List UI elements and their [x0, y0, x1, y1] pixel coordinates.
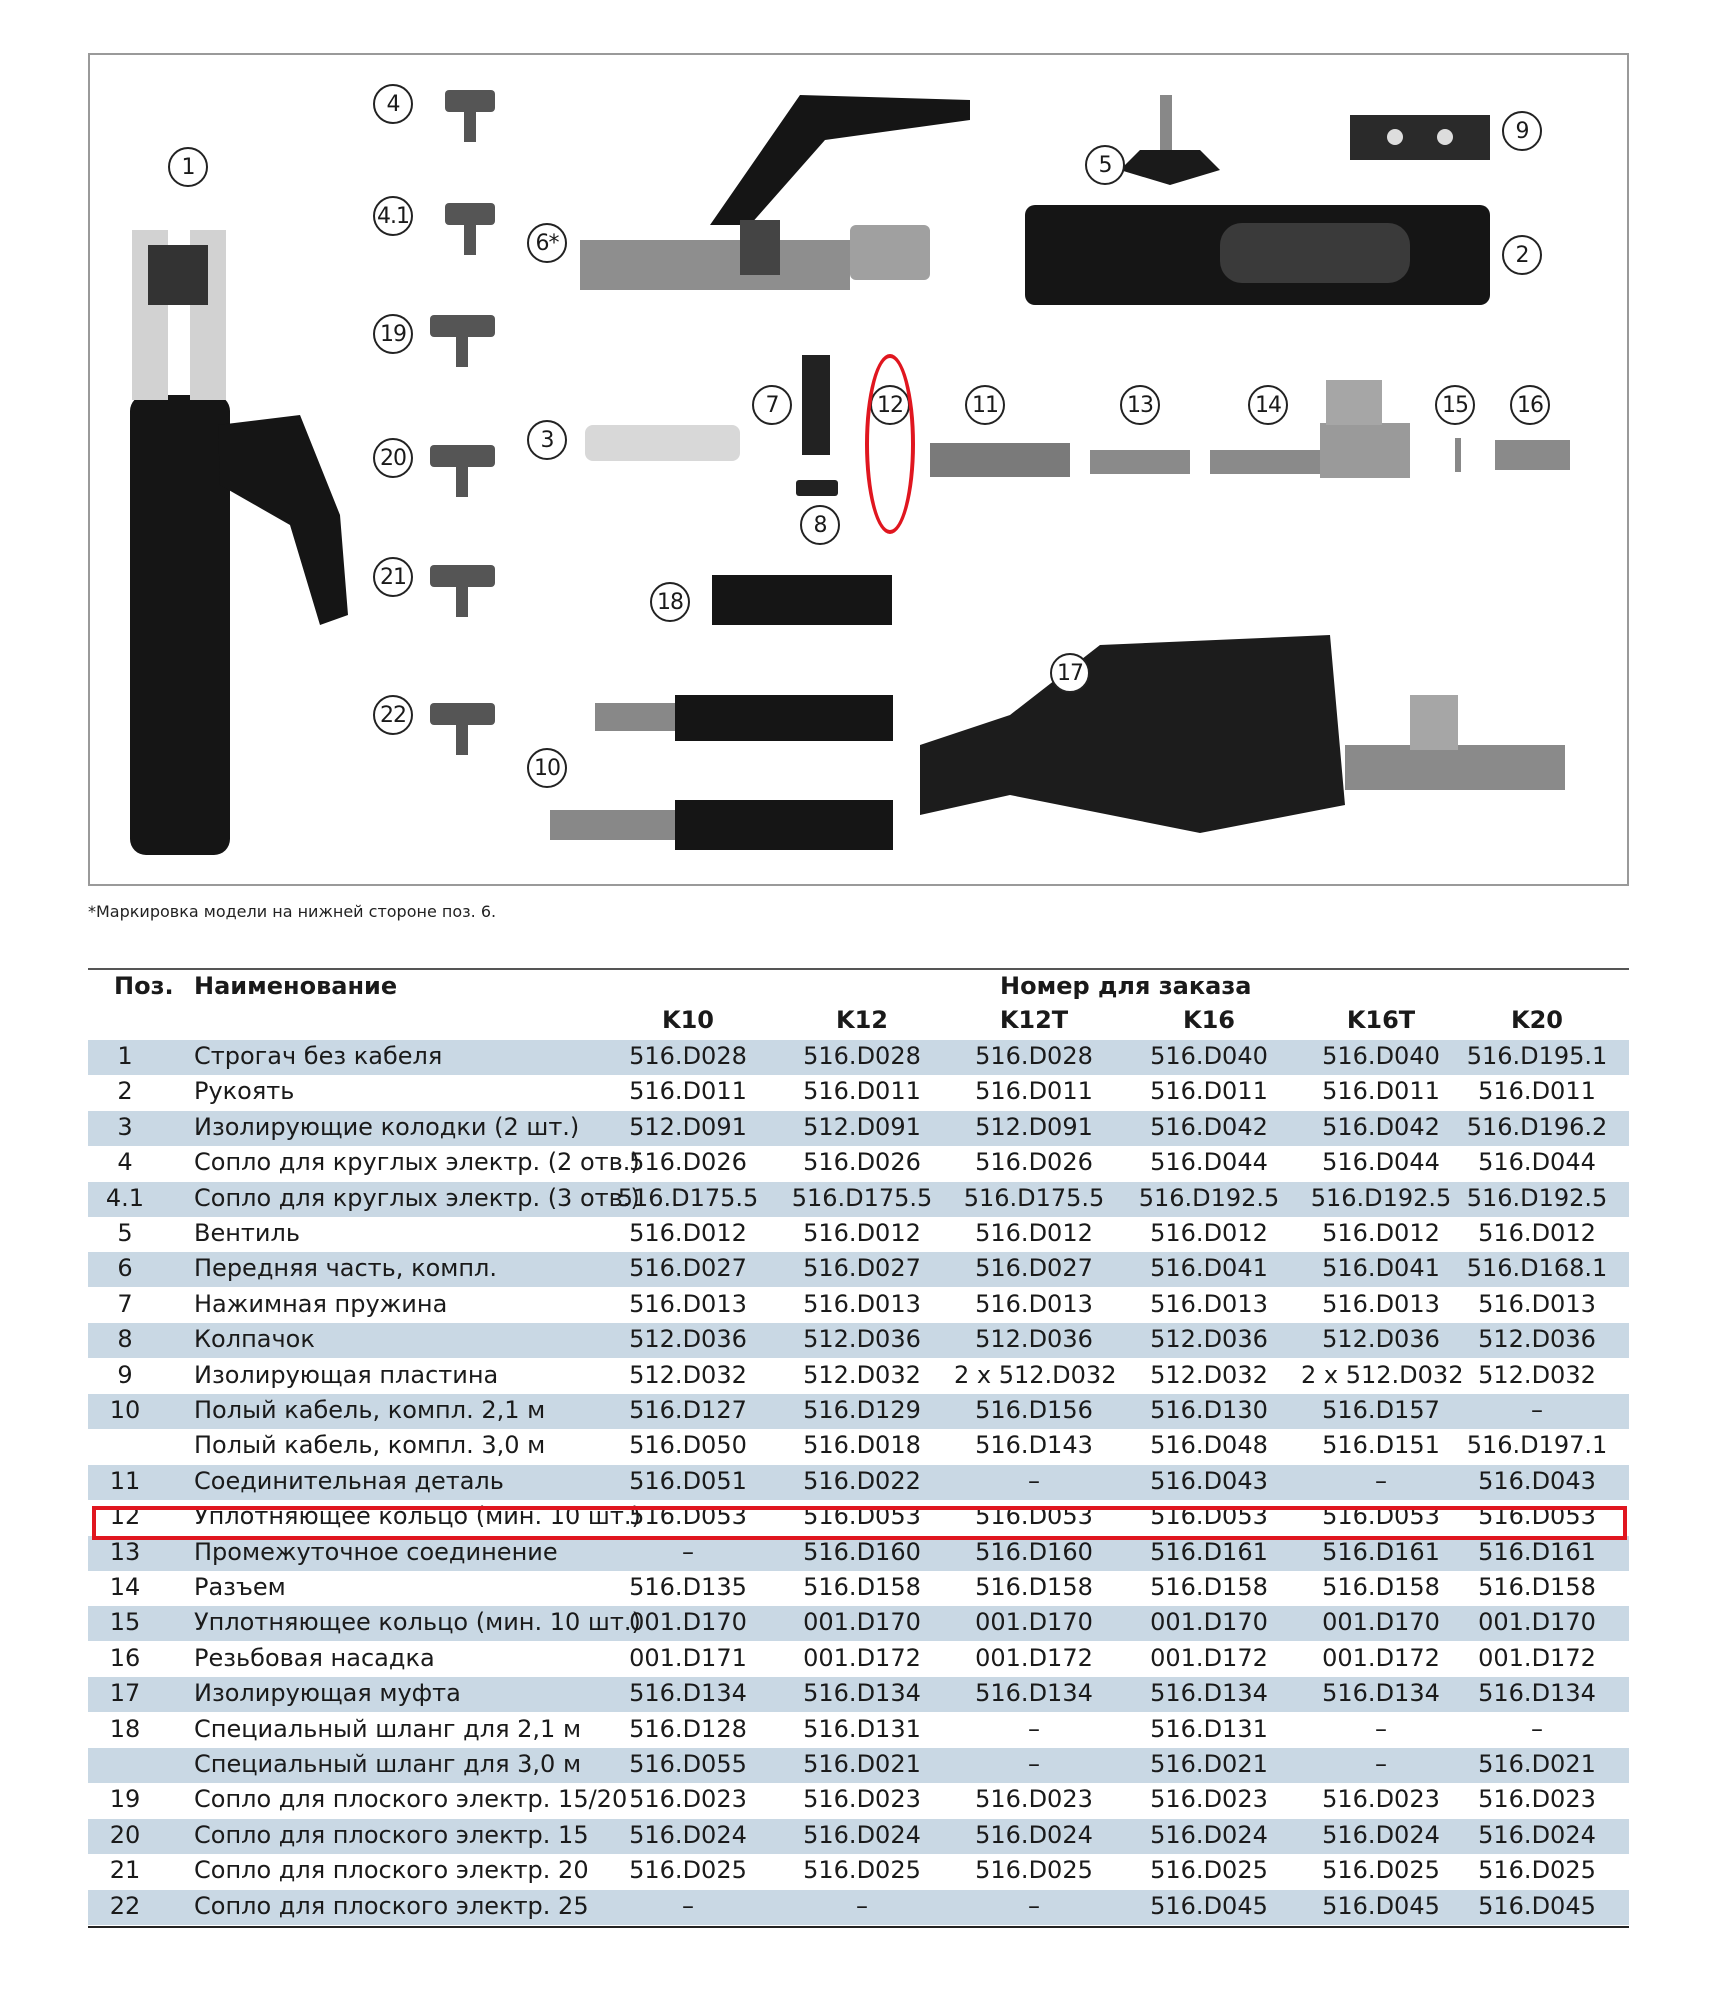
- row-pos: 14: [109, 1573, 141, 1601]
- row-name: Сопло для плоского электр. 15: [194, 1820, 589, 1849]
- order-code-k10: 516.D175.5: [617, 1183, 759, 1212]
- callout-13: 13: [1120, 385, 1160, 425]
- order-code-k16: 516.D042: [1150, 1112, 1268, 1141]
- order-code-k20: 001.D170: [1478, 1608, 1596, 1637]
- order-code-k12: 512.D032: [803, 1360, 921, 1389]
- order-code-k20: 516.D013: [1478, 1289, 1596, 1318]
- row-name: Промежуточное соединение: [194, 1537, 558, 1566]
- row-name: Резьбовая насадка: [194, 1643, 435, 1672]
- order-code-k12: 516.D175.5: [791, 1183, 933, 1212]
- callout-21: 21: [373, 557, 413, 597]
- order-code-k12: 516.D018: [803, 1431, 921, 1460]
- row-pos: 21: [109, 1856, 141, 1885]
- order-code-k20: –: [1531, 1396, 1543, 1424]
- order-code-k12t: 2 x 512.D032: [954, 1360, 1117, 1389]
- table-row: [88, 1429, 1629, 1464]
- insulating-pads-image: [585, 425, 740, 461]
- header-model-k10: K10: [662, 1006, 714, 1034]
- order-code-k20: 516.D168.1: [1466, 1254, 1608, 1283]
- order-code-k10: 516.D024: [629, 1820, 747, 1849]
- order-code-k16t: 516.D013: [1322, 1289, 1440, 1318]
- table-row: [88, 1783, 1629, 1818]
- order-code-k16t: 516.D024: [1322, 1820, 1440, 1849]
- row-name: Специальный шланг для 2,1 м: [194, 1714, 582, 1743]
- order-code-k12: 516.D158: [803, 1573, 921, 1601]
- order-code-k16: 516.D012: [1150, 1219, 1268, 1247]
- callout-11: 11: [965, 385, 1005, 425]
- table-row: [88, 1713, 1629, 1748]
- order-code-k16t: 512.D036: [1322, 1325, 1440, 1354]
- row-pos: 9: [117, 1360, 133, 1389]
- order-code-k16: 516.D013: [1150, 1289, 1268, 1318]
- order-code-k12t: –: [1028, 1714, 1040, 1743]
- order-code-k10: 516.D134: [629, 1679, 747, 1708]
- row-name: Разъем: [194, 1573, 286, 1601]
- order-code-k10: 001.D170: [629, 1608, 747, 1637]
- order-code-k16: 516.D041: [1150, 1254, 1268, 1283]
- order-code-k12: 516.D053: [803, 1502, 921, 1531]
- order-code-k16: 512.D036: [1150, 1325, 1268, 1354]
- order-code-k16t: –: [1375, 1466, 1387, 1495]
- order-code-k12: 516.D025: [803, 1856, 921, 1885]
- order-code-k20: 516.D023: [1478, 1785, 1596, 1814]
- table-row: [88, 1252, 1629, 1287]
- order-code-k16: 516.D130: [1150, 1396, 1268, 1424]
- order-code-k20: 516.D197.1: [1466, 1431, 1608, 1460]
- order-code-k12t: 516.D143: [975, 1431, 1093, 1460]
- footnote: *Маркировка модели на нижней стороне поз. 6.: [88, 902, 497, 921]
- callout-17: 17: [1050, 653, 1090, 693]
- torch-body-image: [130, 230, 348, 855]
- insulating-sleeve-image: [920, 635, 1565, 833]
- table-row: [88, 1571, 1629, 1606]
- row-name: Сопло для плоского электр. 20: [194, 1856, 589, 1885]
- table-bottom-rule: [88, 1926, 1629, 1928]
- row-name: Сопло для круглых электр. (2 отв.): [194, 1148, 640, 1177]
- order-code-k20: –: [1531, 1714, 1543, 1743]
- table-row: [88, 1465, 1629, 1500]
- order-code-k16: 512.D032: [1150, 1360, 1268, 1389]
- order-code-k16t: 516.D025: [1322, 1856, 1440, 1885]
- order-code-k16t: –: [1375, 1714, 1387, 1743]
- order-code-k12: 516.D129: [803, 1396, 921, 1424]
- order-code-k12t: 516.D158: [975, 1573, 1093, 1601]
- table-row: [88, 1536, 1629, 1571]
- row-pos: 18: [109, 1714, 141, 1743]
- row-name: Вентиль: [194, 1219, 300, 1247]
- order-code-k12: –: [856, 1891, 868, 1920]
- table-top-rule: [88, 968, 1629, 970]
- order-code-k10: 512.D091: [629, 1112, 747, 1141]
- table-row: [88, 1854, 1629, 1889]
- callout-6: 6*: [527, 223, 567, 263]
- order-code-k16t: 516.D134: [1322, 1679, 1440, 1708]
- header-model-k16: K16: [1183, 1006, 1235, 1034]
- order-code-k16: 001.D170: [1150, 1608, 1268, 1637]
- order-code-k12t: 516.D023: [975, 1785, 1093, 1814]
- special-hose-image: [712, 575, 892, 625]
- order-code-k20: 516.D025: [1478, 1856, 1596, 1885]
- order-code-k10: 516.D050: [629, 1431, 747, 1460]
- table-row: [88, 1359, 1629, 1394]
- order-code-k20: 516.D021: [1478, 1750, 1596, 1778]
- order-code-k12t: –: [1028, 1750, 1040, 1778]
- valve-image: [1120, 150, 1220, 185]
- order-code-k12: 516.D024: [803, 1820, 921, 1849]
- order-code-k16t: 516.D161: [1322, 1537, 1440, 1566]
- row-name: Передняя часть, компл.: [194, 1254, 498, 1283]
- order-code-k12t: –: [1028, 1466, 1040, 1495]
- order-code-k20: 516.D024: [1478, 1820, 1596, 1849]
- header-model-k16t: K16T: [1346, 1006, 1416, 1034]
- order-code-k16t: 001.D170: [1322, 1608, 1440, 1637]
- order-code-k20: 512.D032: [1478, 1360, 1596, 1389]
- order-code-k12t: 516.D024: [975, 1820, 1093, 1849]
- order-code-k12t: 516.D134: [975, 1679, 1093, 1708]
- order-code-k12t: 516.D012: [975, 1219, 1093, 1247]
- order-code-k16t: 2 x 512.D032: [1301, 1360, 1464, 1389]
- row-name: Нажимная пружина: [194, 1289, 448, 1318]
- row-pos: 1: [117, 1042, 133, 1070]
- row-name: Строгач без кабеля: [194, 1042, 443, 1070]
- row-pos: 11: [109, 1466, 141, 1495]
- order-code-k20: 516.D043: [1478, 1466, 1596, 1495]
- row-pos: 15: [109, 1608, 141, 1637]
- row-pos: 4: [117, 1148, 133, 1177]
- callout-4: 4: [373, 84, 413, 124]
- order-code-k16: 001.D172: [1150, 1643, 1268, 1672]
- table-row: [88, 1288, 1629, 1323]
- callout-7: 7: [752, 385, 792, 425]
- row-pos: 12: [109, 1502, 141, 1531]
- nozzle-images: [430, 90, 495, 755]
- callout-9: 9: [1502, 111, 1542, 151]
- order-code-k20: 001.D172: [1478, 1643, 1596, 1672]
- order-code-k16: 516.D044: [1150, 1148, 1268, 1177]
- order-code-k10: 512.D036: [629, 1325, 747, 1354]
- row-name: Изолирующие колодки (2 шт.): [194, 1112, 580, 1141]
- row-pos: 20: [109, 1820, 141, 1849]
- diagram-drawing: [90, 55, 1631, 888]
- order-code-k12t: 516.D027: [975, 1254, 1093, 1283]
- order-code-k12: 516.D011: [803, 1077, 921, 1106]
- order-code-k16: 516.D053: [1150, 1502, 1268, 1531]
- order-code-k12: 516.D131: [803, 1714, 921, 1743]
- callout-10: 10: [527, 748, 567, 788]
- order-code-k10: 516.D013: [629, 1289, 747, 1318]
- order-code-k10: 516.D128: [629, 1714, 747, 1743]
- order-code-k12t: 516.D025: [975, 1856, 1093, 1885]
- row-name: Сопло для круглых электр. (3 отв.): [194, 1183, 640, 1212]
- order-code-k12: 512.D036: [803, 1325, 921, 1354]
- order-code-k16t: 516.D011: [1322, 1077, 1440, 1106]
- order-code-k10: 001.D171: [629, 1643, 747, 1672]
- callout-4-1: 4.1: [373, 196, 413, 236]
- order-code-k16: 516.D040: [1150, 1042, 1268, 1070]
- table-row: [88, 1146, 1629, 1181]
- order-code-k12: 516.D022: [803, 1466, 921, 1495]
- order-code-k16t: 516.D040: [1322, 1042, 1440, 1070]
- order-code-k16t: 516.D192.5: [1310, 1183, 1452, 1212]
- callout-16: 16: [1510, 385, 1550, 425]
- order-code-k16: 516.D158: [1150, 1573, 1268, 1601]
- order-code-k12t: 001.D170: [975, 1608, 1093, 1637]
- order-code-k12t: 516.D156: [975, 1396, 1093, 1424]
- order-code-k12: 516.D012: [803, 1219, 921, 1247]
- order-code-k10: 516.D135: [629, 1573, 747, 1601]
- order-code-k16: 516.D131: [1150, 1714, 1268, 1743]
- order-code-k16t: 516.D044: [1322, 1148, 1440, 1177]
- order-code-k12: 516.D023: [803, 1785, 921, 1814]
- row-name: Сопло для плоского электр. 15/20: [194, 1785, 628, 1814]
- order-code-k16: 516.D023: [1150, 1785, 1268, 1814]
- row-pos: 3: [117, 1112, 133, 1141]
- callout-2: 2: [1502, 235, 1542, 275]
- row-name: Рукоять: [194, 1077, 295, 1106]
- order-code-k12: 001.D172: [803, 1643, 921, 1672]
- order-code-k10: 516.D055: [629, 1750, 747, 1778]
- order-code-k16t: 516.D151: [1322, 1431, 1440, 1460]
- order-code-k12: 516.D028: [803, 1042, 921, 1070]
- order-code-k10: –: [682, 1537, 694, 1566]
- callout-3: 3: [527, 420, 567, 460]
- order-code-k20: 516.D045: [1478, 1891, 1596, 1920]
- order-code-k10: –: [682, 1891, 694, 1920]
- order-code-k12t: 516.D175.5: [963, 1183, 1105, 1212]
- row-name: Колпачок: [194, 1325, 315, 1354]
- order-code-k16: 516.D011: [1150, 1077, 1268, 1106]
- order-code-k16: 516.D045: [1150, 1891, 1268, 1920]
- order-code-k12t: 516.D028: [975, 1042, 1093, 1070]
- callout-19: 19: [373, 314, 413, 354]
- order-code-k12: 516.D027: [803, 1254, 921, 1283]
- row-name: Уплотняющее кольцо (мин. 10 шт.): [194, 1608, 641, 1637]
- row-pos: 17: [109, 1679, 141, 1708]
- callout-22: 22: [373, 695, 413, 735]
- callout-14: 14: [1248, 385, 1288, 425]
- order-code-k20: 516.D195.1: [1466, 1042, 1608, 1070]
- row-pos: 7: [117, 1289, 133, 1318]
- order-code-k16: 516.D025: [1150, 1856, 1268, 1885]
- order-code-k20: 516.D044: [1478, 1148, 1596, 1177]
- order-code-k12t: 516.D011: [975, 1077, 1093, 1106]
- callout-18: 18: [650, 582, 690, 622]
- order-code-k12t: 512.D036: [975, 1325, 1093, 1354]
- row-pos: 19: [109, 1785, 141, 1814]
- row-name: Специальный шланг для 3,0 м: [194, 1750, 582, 1778]
- hollow-cable-images: [550, 695, 893, 850]
- table-row: [88, 1642, 1629, 1677]
- row-name: Полый кабель, компл. 3,0 м: [194, 1431, 546, 1460]
- order-code-k16: 516.D161: [1150, 1537, 1268, 1566]
- order-code-k20: 516.D134: [1478, 1679, 1596, 1708]
- row-pos: 5: [117, 1219, 133, 1247]
- insulating-plate-image: [1350, 115, 1490, 160]
- row-name: Сопло для плоского электр. 25: [194, 1891, 589, 1920]
- header-pos: Поз.: [114, 972, 174, 1000]
- table-row: [88, 1677, 1629, 1712]
- order-code-k10: 516.D011: [629, 1077, 747, 1106]
- order-code-k10: 516.D051: [629, 1466, 747, 1495]
- order-code-k10: 516.D023: [629, 1785, 747, 1814]
- order-code-k12t: –: [1028, 1891, 1040, 1920]
- order-code-k10: 516.D025: [629, 1856, 747, 1885]
- parts-diagram: [88, 53, 1629, 886]
- row-pos: 22: [109, 1891, 141, 1920]
- cap-image: [796, 480, 838, 496]
- order-code-k20: 516.D158: [1478, 1573, 1596, 1601]
- order-code-k12t: 516.D053: [975, 1502, 1093, 1531]
- order-code-k10: 512.D032: [629, 1360, 747, 1389]
- order-code-k16: 516.D192.5: [1138, 1183, 1280, 1212]
- order-code-k12: 516.D026: [803, 1148, 921, 1177]
- order-code-k16: 516.D134: [1150, 1679, 1268, 1708]
- order-code-k10: 516.D127: [629, 1396, 747, 1424]
- table-row: [88, 1819, 1629, 1854]
- callout-20: 20: [373, 438, 413, 478]
- order-code-k12: 001.D170: [803, 1608, 921, 1637]
- order-code-k20: 516.D196.2: [1466, 1112, 1608, 1141]
- row-pos: 13: [109, 1537, 141, 1566]
- order-code-k12: 516.D160: [803, 1537, 921, 1566]
- table-row: [88, 1748, 1629, 1783]
- order-code-k12: 512.D091: [803, 1112, 921, 1141]
- order-code-k20: 516.D161: [1478, 1537, 1596, 1566]
- highlight-ring-12: [865, 354, 915, 534]
- table-row: [88, 1394, 1629, 1429]
- row-pos: 2: [117, 1077, 133, 1106]
- row-name: Полый кабель, компл. 2,1 м: [194, 1396, 546, 1424]
- order-code-k20: 512.D036: [1478, 1325, 1596, 1354]
- row-pos: 10: [109, 1396, 141, 1424]
- order-code-k10: 516.D053: [629, 1502, 747, 1531]
- header-model-k12t: K12T: [999, 1006, 1069, 1034]
- row-name: Уплотняющее кольцо (мин. 10 шт.): [194, 1502, 641, 1531]
- table-row: [88, 1075, 1629, 1110]
- spring-image: [802, 355, 830, 455]
- order-code-k16t: –: [1375, 1750, 1387, 1778]
- order-code-k20: 516.D053: [1478, 1502, 1596, 1531]
- header-model-k12: K12: [836, 1006, 888, 1034]
- callout-1: 1: [168, 147, 208, 187]
- order-code-k16: 516.D043: [1150, 1466, 1268, 1495]
- order-code-k12t: 512.D091: [975, 1112, 1093, 1141]
- header-name: Наименование: [194, 972, 398, 1000]
- order-code-k16: 516.D021: [1150, 1750, 1268, 1778]
- order-code-k20: 516.D192.5: [1466, 1183, 1608, 1212]
- order-code-k10: 516.D028: [629, 1042, 747, 1070]
- order-code-k12: 516.D013: [803, 1289, 921, 1318]
- order-code-k16t: 516.D053: [1322, 1502, 1440, 1531]
- header-model-k20: K20: [1511, 1006, 1563, 1034]
- order-code-k16t: 516.D157: [1322, 1396, 1440, 1424]
- table-row: [88, 1217, 1629, 1252]
- order-code-k10: 516.D026: [629, 1148, 747, 1177]
- order-code-k20: 516.D011: [1478, 1077, 1596, 1106]
- order-code-k16t: 001.D172: [1322, 1643, 1440, 1672]
- callout-5: 5: [1085, 145, 1125, 185]
- table-row: [88, 1323, 1629, 1358]
- row-pos: 4.1: [105, 1183, 145, 1212]
- order-code-k10: 516.D012: [629, 1219, 747, 1247]
- row-pos: 6: [117, 1254, 133, 1283]
- order-code-k12t: 001.D172: [975, 1643, 1093, 1672]
- order-code-k12t: 516.D013: [975, 1289, 1093, 1318]
- table-row: [88, 1890, 1629, 1925]
- order-code-k16t: 516.D023: [1322, 1785, 1440, 1814]
- order-code-k12: 516.D021: [803, 1750, 921, 1778]
- callout-12: 12: [870, 385, 910, 425]
- order-code-k12t: 516.D026: [975, 1148, 1093, 1177]
- order-code-k12: 516.D134: [803, 1679, 921, 1708]
- row-pos: 16: [109, 1643, 141, 1672]
- callout-8: 8: [800, 505, 840, 545]
- highlight-row-12: [92, 1506, 1627, 1540]
- order-code-k16t: 516.D045: [1322, 1891, 1440, 1920]
- order-code-k16t: 516.D042: [1322, 1112, 1440, 1141]
- table-row: [88, 1606, 1629, 1641]
- order-code-k16t: 516.D158: [1322, 1573, 1440, 1601]
- header-order-number: Номер для заказа: [1000, 972, 1252, 1000]
- order-code-k16: 516.D024: [1150, 1820, 1268, 1849]
- table-row: [88, 1040, 1629, 1075]
- table-row: [88, 1111, 1629, 1146]
- row-pos: 8: [117, 1325, 133, 1354]
- order-code-k16t: 516.D041: [1322, 1254, 1440, 1283]
- row-name: Изолирующая пластина: [194, 1360, 499, 1389]
- order-code-k12t: 516.D160: [975, 1537, 1093, 1566]
- order-code-k16: 516.D048: [1150, 1431, 1268, 1460]
- order-code-k16t: 516.D012: [1322, 1219, 1440, 1247]
- callout-15: 15: [1435, 385, 1475, 425]
- order-code-k20: 516.D012: [1478, 1219, 1596, 1247]
- row-name: Изолирующая муфта: [194, 1679, 461, 1708]
- row-name: Соединительная деталь: [194, 1466, 504, 1495]
- order-code-k10: 516.D027: [629, 1254, 747, 1283]
- front-part-image: [580, 95, 970, 290]
- table-row: [88, 1182, 1629, 1217]
